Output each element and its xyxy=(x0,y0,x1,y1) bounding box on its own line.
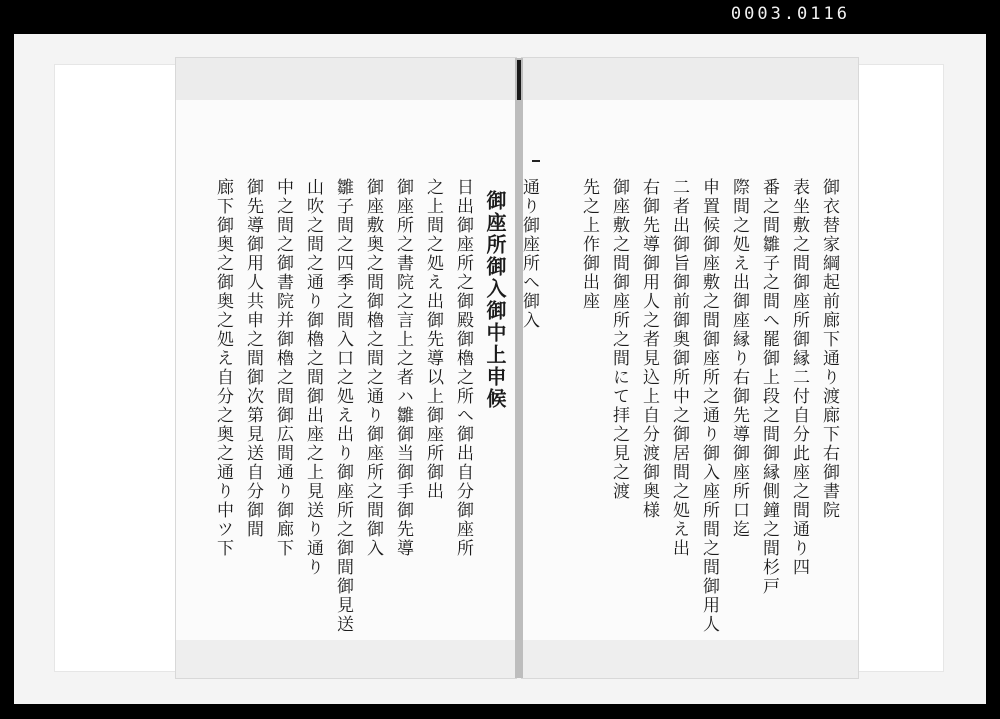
left-page-column: 通り御座所へ御入 xyxy=(519,178,539,330)
right-page-column: 右御先導御用人之者見込上自分渡御奥様 xyxy=(639,178,659,520)
left-page-column: 廊下御奥之御奥之処え自分之奥之通り中ツ下 xyxy=(213,178,233,558)
right-page-column: 御衣替家綱起前廊下通り渡廊下右御書院 xyxy=(819,178,839,520)
right-page-column: 際間之処え出御座縁り右御先導御座所口迄 xyxy=(729,178,749,539)
margin-tick-mark xyxy=(532,160,540,162)
left-page-column: 御座所之書院之言上之者ハ雛御当御手御先導 xyxy=(393,178,413,558)
right-page-column: 先之上作御出座 xyxy=(579,178,599,311)
left-page-column: 御先導御用人共申之間御次第見送自分御間 xyxy=(243,178,263,539)
left-page-column: 中之間之御書院并御櫓之間御広間通り御廊下 xyxy=(273,178,293,558)
right-page-column: 二者出御旨御前御奥御所中之御居間之処え出 xyxy=(669,178,689,558)
left-page-column: 御座敷奥之間御櫓之間之通り御座所之間御入 xyxy=(363,178,383,558)
right-page-bottom-band xyxy=(522,640,858,678)
book-gutter xyxy=(515,58,523,678)
left-page-column: 日出御座所之御殿御櫓之所へ御出自分御座所 xyxy=(453,178,473,558)
left-page-bottom-band xyxy=(176,640,516,678)
right-page-column: 番之間雛子之間へ罷御上段之間御縁側鐘之間杉戸 xyxy=(759,178,779,596)
gutter-binding-mark xyxy=(517,60,521,100)
right-page-column: 御座敷之間御座所之間にて拝之見之渡 xyxy=(609,178,629,501)
left-page-column: 之上間之処え出御先導以上御座所御出 xyxy=(423,178,443,501)
left-page-column: 山吹之間之通り御櫓之間御出座之上見送り通り xyxy=(303,178,323,577)
left-page-column: 雛子間之四季之間入口之処え出り御座所之御間御見送 xyxy=(333,178,353,634)
right-page-top-band xyxy=(522,58,858,100)
left-page-top-band xyxy=(176,58,516,100)
right-page-column: 申置候御座敷之間御座所之通り御入座所間之間御用人 xyxy=(699,178,719,634)
left-page-heading: 御座所御入御中上申候 xyxy=(483,190,507,410)
right-page-column: 表坐敷之間御座所御縁二付自分此座之間通り四 xyxy=(789,178,809,577)
frame-number: 0003.0116 xyxy=(730,4,850,24)
